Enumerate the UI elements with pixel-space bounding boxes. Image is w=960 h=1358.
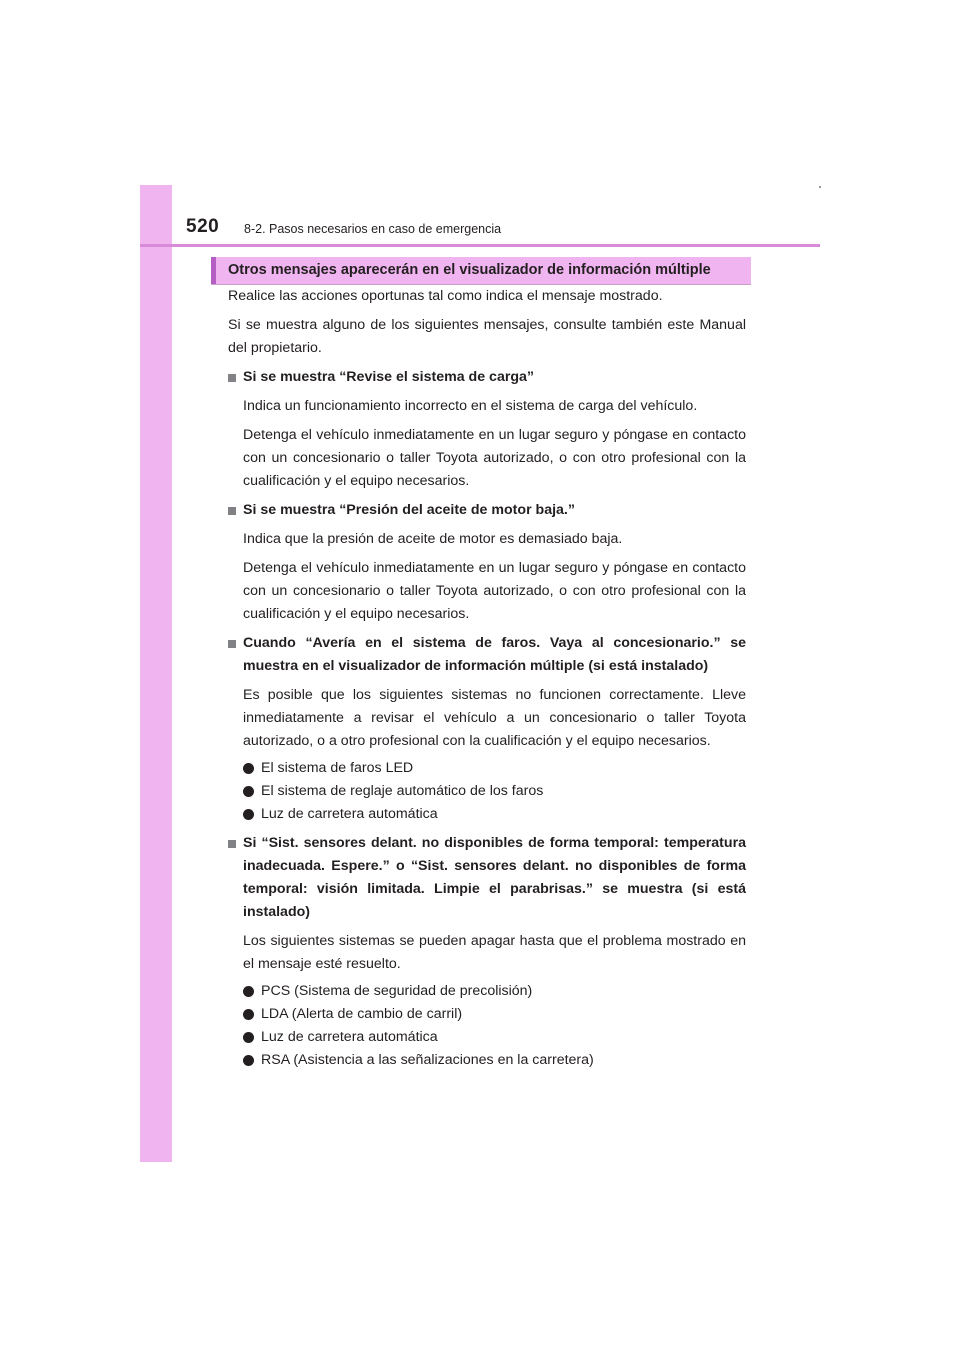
square-bullet-icon bbox=[228, 640, 236, 648]
item-paragraph: Es posible que los siguientes sistemas no funcionen correctamente. Lleve inmediatamente a revisar el vehículo a un concesionario o taller Toyota autorizado, o a otro profesional con la cualificación y el equipo necesarios. bbox=[243, 687, 746, 749]
bullet-dot-icon bbox=[243, 786, 254, 797]
list-item bbox=[243, 803, 746, 826]
corner-mark bbox=[819, 186, 821, 188]
list-item bbox=[243, 1003, 746, 1026]
intro-paragraph: Si se muestra alguno de los siguientes mensajes, consulte también este Manual del propietario. bbox=[228, 317, 746, 356]
topic-heading-box bbox=[211, 257, 751, 284]
item-heading-text: Cuando “Avería en el sistema de faros. Vaya al concesionario.” se muestra en el visualizador de información múltiple (si está instalado) bbox=[243, 635, 746, 674]
topic-heading: Otros mensajes aparecerán en el visualizador de información múltiple bbox=[228, 262, 711, 278]
bullet-dot-icon bbox=[243, 986, 254, 997]
intro-paragraph: Realice las acciones oportunas tal como indica el mensaje mostrado. bbox=[228, 288, 663, 304]
item-heading bbox=[228, 499, 746, 522]
chapter-side-tab bbox=[140, 185, 172, 1162]
item-paragraph: Indica un funcionamiento incorrecto en el sistema de carga del vehículo. bbox=[243, 398, 698, 414]
item-body bbox=[228, 684, 746, 826]
item-heading-text: Si se muestra “Revise el sistema de carga” bbox=[243, 369, 535, 385]
item-body bbox=[228, 930, 746, 1072]
list-item bbox=[243, 757, 746, 780]
list-item bbox=[243, 1026, 746, 1049]
list-item bbox=[243, 1049, 746, 1072]
list-item-text: El sistema de reglaje automático de los faros bbox=[261, 783, 544, 799]
item-paragraph: Los siguientes sistemas se pueden apagar hasta que el problema mostrado en el mensaje esté resuelto. bbox=[243, 933, 746, 972]
bullet-list bbox=[243, 757, 746, 826]
item-heading bbox=[228, 832, 746, 924]
bullet-list bbox=[243, 980, 746, 1072]
list-item-text: Luz de carretera automática bbox=[261, 1029, 438, 1045]
square-bullet-icon bbox=[228, 840, 236, 848]
bullet-dot-icon bbox=[243, 763, 254, 774]
page-content bbox=[228, 285, 746, 1072]
list-item bbox=[243, 780, 746, 803]
item-body bbox=[228, 395, 746, 493]
item-paragraph: Indica que la presión de aceite de motor es demasiado baja. bbox=[243, 531, 623, 547]
list-item-text: PCS (Sistema de seguridad de precolisión) bbox=[261, 983, 533, 999]
item-heading bbox=[228, 632, 746, 678]
header-divider bbox=[140, 244, 820, 247]
bullet-dot-icon bbox=[243, 1032, 254, 1043]
page-number: 520 bbox=[186, 216, 220, 237]
item-heading-text: Si se muestra “Presión del aceite de motor baja.” bbox=[243, 502, 575, 518]
list-item bbox=[243, 980, 746, 1003]
list-item-text: LDA (Alerta de cambio de carril) bbox=[261, 1006, 463, 1022]
item-heading-text: Si “Sist. sensores delant. no disponibles de forma temporal: temperatura inadecuada. Espere.” o “Sist. sensores delant. no disponibles de forma temporal: visión limitada. Limpie el parabrisas.” se muestra (si está instalado) bbox=[243, 835, 746, 920]
list-item-text: RSA (Asistencia a las señalizaciones en la carretera) bbox=[261, 1052, 594, 1068]
square-bullet-icon bbox=[228, 374, 236, 382]
list-item-text: El sistema de faros LED bbox=[261, 760, 414, 776]
bullet-dot-icon bbox=[243, 809, 254, 820]
bullet-dot-icon bbox=[243, 1009, 254, 1020]
item-paragraph: Detenga el vehículo inmediatamente en un lugar seguro y póngase en contacto con un concesionario o taller Toyota autorizado, o con otro profesional con la cualificación y el equipo necesarios. bbox=[243, 560, 746, 622]
item-paragraph: Detenga el vehículo inmediatamente en un lugar seguro y póngase en contacto con un concesionario o taller Toyota autorizado, o con otro profesional con la cualificación y el equipo necesarios. bbox=[243, 427, 746, 489]
bullet-dot-icon bbox=[243, 1055, 254, 1066]
list-item-text: Luz de carretera automática bbox=[261, 806, 438, 822]
square-bullet-icon bbox=[228, 507, 236, 515]
item-body bbox=[228, 528, 746, 626]
item-heading bbox=[228, 366, 746, 389]
section-title: 8-2. Pasos necesarios en caso de emergencia bbox=[244, 222, 502, 236]
